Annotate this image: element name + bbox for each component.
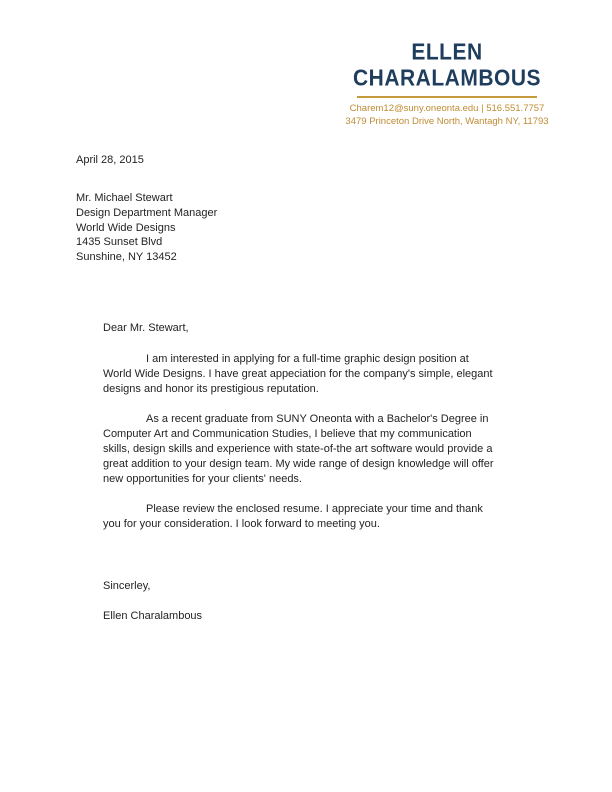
recipient-address-block: [76, 191, 217, 265]
closing: Sincerley,: [103, 580, 151, 592]
name-last: CHARALAMBOUS: [353, 65, 541, 91]
contact-email-phone: Charem12@suny.oneonta.edu | 516.551.7757: [349, 103, 545, 114]
signature-name: Ellen Charalambous: [103, 610, 203, 622]
recipient-street: 1435 Sunset Blvd: [76, 236, 163, 249]
recipient-company: World Wide Designs: [76, 221, 176, 234]
letterhead: [327, 38, 567, 128]
recipient-city-state-zip: Sunshine, NY 13452: [76, 251, 177, 264]
letter-body: [103, 321, 499, 624]
paragraph-qualifications: As a recent graduate from SUNY Oneonta with a Bachelor's Degree in Computer Art and Communication Studies, I believe that my communication skills, design skills and experience with state-of-the art software would provide a great addition to your design team. My wide range of design knowledge will offer new opportunities for your clients' needs.: [103, 413, 494, 485]
paragraph-closing-request: Please review the enclosed resume. I appreciate your time and thank you for your consideration. I look forward to meeting you.: [103, 503, 483, 530]
paragraph-intro: I am interested in applying for a full-time graphic design position at World Wide Designs. I have great appeciation for the company's simple, elegant designs and honor its prestigious reputation.: [103, 353, 493, 395]
header-underline: [357, 96, 537, 98]
recipient-title: Design Department Manager: [76, 206, 218, 219]
name-first: ELLEN: [411, 39, 483, 65]
contact-address: 3479 Princeton Drive North, Wantagh NY, 11793: [345, 116, 549, 127]
letter-date: April 28, 2015: [76, 154, 144, 166]
salutation: Dear Mr. Stewart,: [103, 322, 189, 334]
recipient-name: Mr. Michael Stewart: [76, 192, 173, 204]
